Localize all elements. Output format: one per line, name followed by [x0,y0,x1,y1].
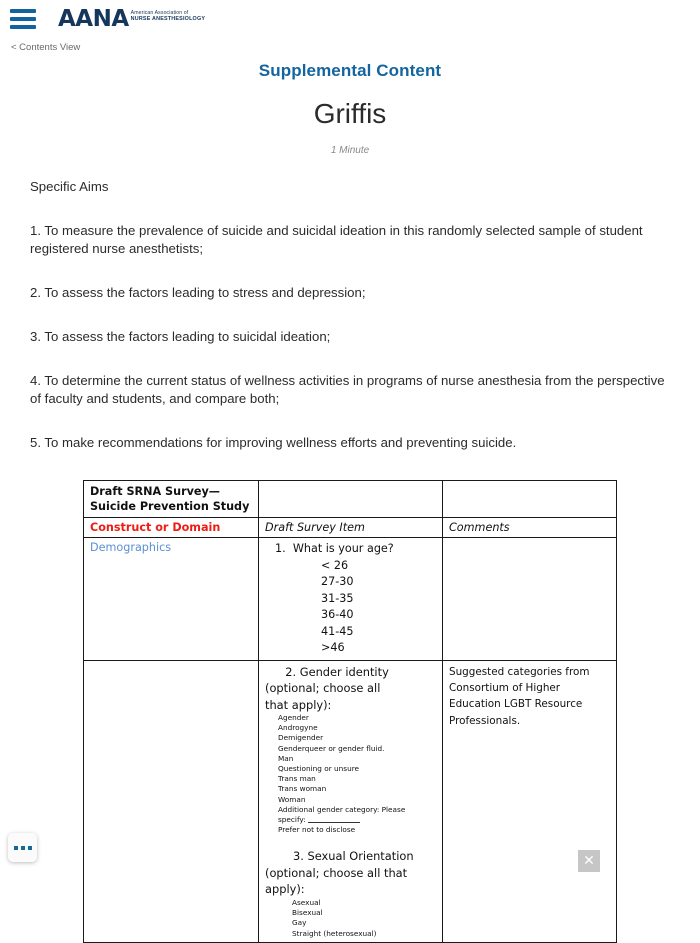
table-cell-domain-empty [84,661,259,942]
table-row [84,481,616,518]
breadcrumb-contents-view[interactable]: < Contents View [11,42,81,53]
close-icon[interactable]: ✕ [578,850,600,872]
question-2-specify-row [265,815,436,825]
table-cell-comment-2 [443,661,618,942]
question-1-option: 41-45 [321,624,354,638]
question-3-label: Sexual Orientation [307,849,414,864]
question-2-line1 [265,664,436,681]
aana-logo[interactable] [58,5,206,32]
question-3-option: Straight (heterosexual) [292,928,377,938]
aim-item: 1. To measure the prevalence of suicide and suicidal ideation in this randomly selected sample of student registered nurse anesthetists; [30,223,643,256]
dot-icon [21,846,25,850]
question-2-option: Additional gender category: Please [278,804,406,814]
question-3-text [265,848,436,898]
question-3-option: Asexual [292,897,321,907]
question-1-option: >46 [321,641,345,654]
table-header-row [84,518,616,538]
specify-label: specify: [278,815,306,825]
question-3-line2: (optional; choose all that [265,865,408,880]
question-2-option: Prefer not to disclose [278,825,356,835]
specify-blank-line [308,822,360,823]
table-cell-domain [84,538,259,660]
table-cell-comment-1 [443,538,618,660]
question-3-number: 3. [293,849,304,864]
table-cell-comments-header [443,518,618,537]
dot-icon [14,846,18,850]
table-row-question-1 [84,538,616,661]
question-2-option: Man [278,753,294,763]
table-cell-construct-header [84,518,259,537]
question-1-option: 31-35 [321,591,354,605]
question-2-number: 2. [285,664,297,679]
question-3-option: Bisexual [292,908,323,918]
dot-icon [28,846,32,850]
supplemental-content-label: Supplemental Content [258,61,442,80]
aim-item: 2. To assess the factors leading to stress and depression; [30,285,366,300]
survey-table-title: Draft SRNA Survey—Suicide Prevention Study [90,485,250,513]
hamburger-bar [10,25,36,29]
document-header [0,61,700,156]
question-2-option: Questioning or unsure [278,764,360,774]
survey-table [83,480,617,943]
question-1-option: 36-40 [321,608,354,621]
table-cell-question-2 [259,661,443,942]
table-cell-empty [443,481,618,517]
question-1-number: 1. [275,542,286,555]
question-2-comment: Suggested categories from Consortium of Higher Education LGBT Resource Professionals. [449,665,590,727]
question-2-option: Woman [278,794,306,804]
question-1-option: < 26 [321,558,349,572]
page-title: Griffis [313,98,387,129]
aim-item: 5. To make recommendations for improving wellness efforts and preventing suicide. [30,435,517,450]
question-2-label: Gender identity [299,664,389,679]
question-2-option: Androgyne [278,723,318,733]
question-3-line1 [265,848,436,865]
table-row-question-2 [84,661,616,942]
question-2-option: Demigender [278,733,324,743]
logo-wordmark: AANA [58,5,129,32]
question-1-label: What is your age? [292,542,394,555]
column-header-comments: Comments [449,521,510,534]
column-header-construct: Construct or Domain [90,521,221,534]
aim-item: 4. To determine the current status of wellness activities in programs of nurse anesthesia from the perspective of faculty and students, and compare both; [30,373,665,406]
aim-item: 3. To assess the factors leading to suicidal ideation; [30,329,331,344]
question-1-text [265,541,436,558]
hamburger-bar [10,9,36,13]
question-2-line3: that apply): [265,697,332,712]
domain-label-demographics: Demographics [90,541,172,554]
question-2-option: Genderqueer or gender fluid. [278,743,385,753]
question-2-option: Trans man [278,774,316,784]
logo-tagline [131,10,206,23]
question-2-option: Agender [278,713,309,722]
question-2-option: Trans woman [278,784,327,794]
table-cell-title [84,481,259,517]
more-options-button[interactable] [8,833,37,862]
article-body [0,178,700,943]
table-cell-empty [259,481,443,517]
column-header-survey-item: Draft Survey Item [265,521,365,534]
read-time-label: 1 Minute [330,145,370,156]
table-cell-question-1 [259,538,443,660]
section-heading-specific-aims: Specific Aims [30,179,109,194]
hamburger-menu-icon[interactable] [10,9,36,29]
question-2-line2: (optional; choose all [265,681,381,695]
hamburger-bar [10,17,36,21]
question-3-line3: apply): [265,882,305,897]
logo-tagline-line2: NURSE ANESTHESIOLOGY [130,15,206,22]
app-header [0,0,700,34]
question-1-option: 27-30 [321,575,354,588]
logo-tagline-line1: American Association of [130,9,189,16]
table-cell-item-header [259,518,443,537]
question-3-option: Gay [292,918,307,928]
question-2-text [265,664,436,714]
